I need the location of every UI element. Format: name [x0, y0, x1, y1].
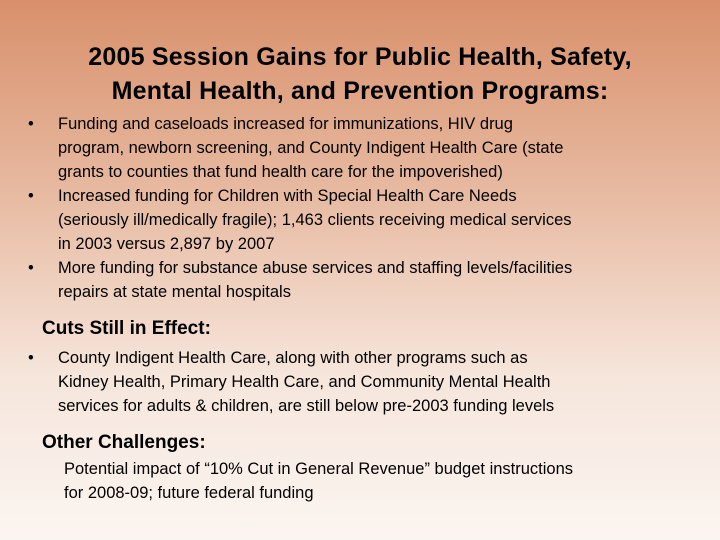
gains-bullet-1: [28, 112, 700, 184]
cuts-bullet-1: [28, 346, 700, 418]
challenges-text: [58, 457, 698, 505]
challenges-line: for 2008-09; future federal funding: [64, 484, 314, 502]
bullet-icon: •: [28, 349, 34, 367]
bullet-line: (seriously ill/medically fragile); 1,463 clients receiving medical services: [58, 211, 572, 229]
cuts-heading: Cuts Still in Effect:: [42, 318, 211, 339]
challenges-line: Potential impact of “10% Cut in General Revenue” budget instructions: [64, 460, 574, 478]
bullet-line: services for adults & children, are still below pre-2003 funding levels: [58, 397, 555, 415]
title-line-2: Mental Health, and Prevention Programs:: [111, 77, 609, 105]
slide-title: [20, 40, 700, 108]
bullet-line: County Indigent Health Care, along with other programs such as: [58, 349, 528, 367]
bullet-line: Increased funding for Children with Special Health Care Needs: [58, 187, 517, 205]
gains-bullet-3: [28, 256, 700, 304]
challenges-heading: Other Challenges:: [42, 432, 206, 453]
bullet-line: in 2003 versus 2,897 by 2007: [58, 235, 275, 253]
bullet-line: grants to counties that fund health care for the impoverished): [58, 163, 503, 181]
bullet-line: Kidney Health, Primary Health Care, and Community Mental Health: [58, 373, 551, 391]
gains-bullet-list: [28, 112, 700, 304]
bullet-line: Funding and caseloads increased for immunizations, HIV drug: [58, 115, 513, 133]
bullet-icon: •: [28, 187, 34, 205]
bullet-icon: •: [28, 259, 34, 277]
bullet-line: program, newborn screening, and County Indigent Health Care (state: [58, 139, 564, 157]
gains-bullet-2: [28, 184, 700, 256]
cuts-bullet-list: [28, 346, 700, 418]
bullet-line: More funding for substance abuse services and staffing levels/facilities: [58, 259, 573, 277]
title-line-1: 2005 Session Gains for Public Health, Safety,: [88, 43, 632, 71]
bullet-icon: •: [28, 115, 34, 133]
bullet-line: repairs at state mental hospitals: [58, 283, 291, 301]
